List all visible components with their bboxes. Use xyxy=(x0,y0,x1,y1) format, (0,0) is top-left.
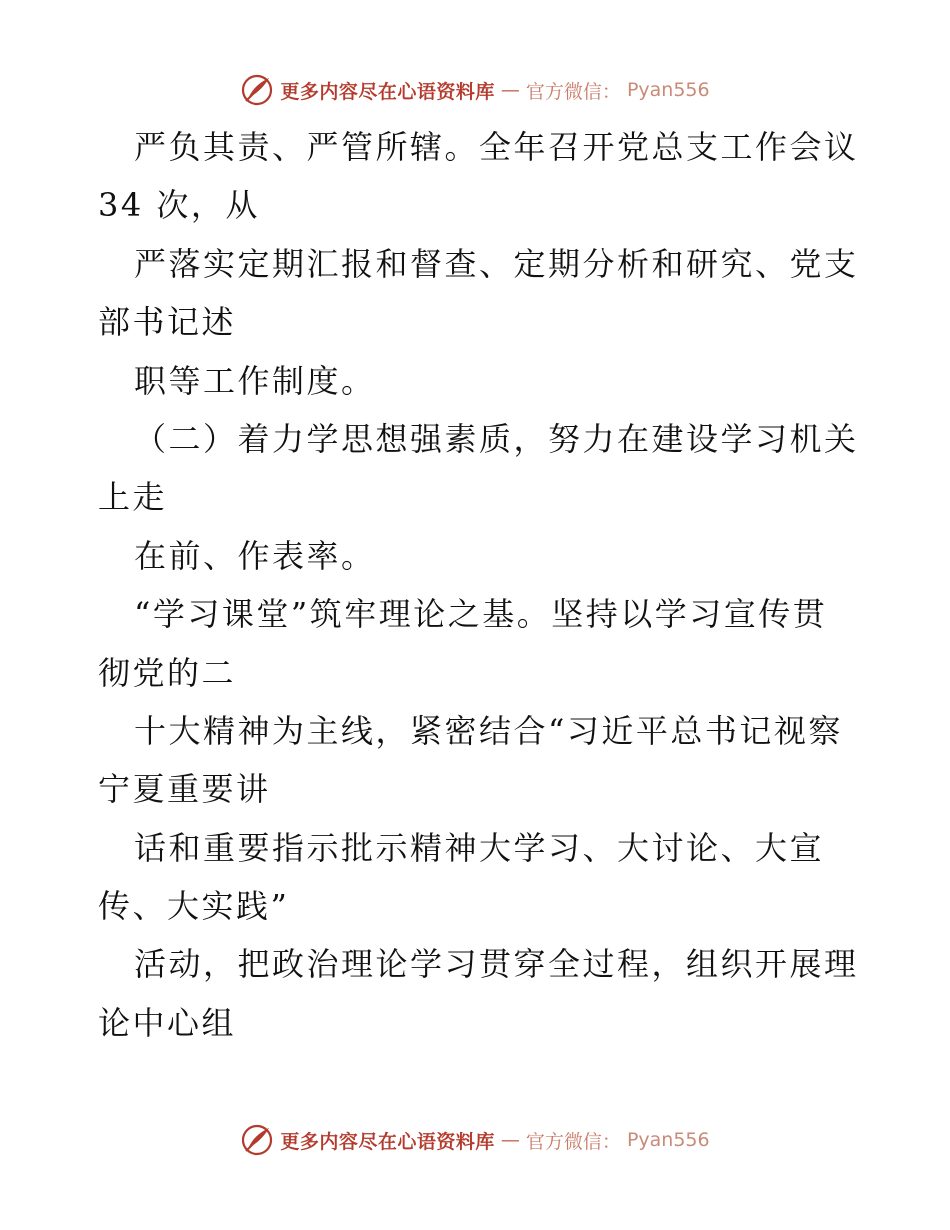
document-body xyxy=(98,118,858,1052)
banner-separator: — xyxy=(500,79,520,101)
body-line: 部书记述 xyxy=(98,303,237,342)
header-banner xyxy=(0,70,950,110)
body-line: 上走 xyxy=(98,478,168,517)
body-line: 职等工作制度。 xyxy=(134,361,376,400)
section-heading: （二）着力学思想强素质，努力在建设学习机关 xyxy=(134,419,859,458)
footer-banner xyxy=(0,1120,950,1160)
wechat-label: 官方微信： xyxy=(525,1130,621,1153)
body-line: “学习课堂”筑牢理论之基。坚持以学习宣传贯 xyxy=(134,595,828,634)
body-line: 在前、作表率。 xyxy=(134,536,376,575)
wechat-id: Pyan556 xyxy=(626,1129,710,1151)
body-line: 活动，把政治理论学习贯穿全过程，组织开展理 xyxy=(134,945,859,984)
body-line: 十大精神为主线，紧密结合“习近平总书记视察 xyxy=(134,711,843,750)
wechat-label: 官方微信： xyxy=(525,80,621,103)
feather-pen-logo-icon xyxy=(240,73,274,107)
body-line: 严落实定期汇报和督查、定期分析和研究、党支 xyxy=(134,244,859,283)
body-line: 严负其责、严管所辖。全年召开党总支工作会议 xyxy=(134,128,859,166)
body-line: 话和重要指示批示精神大学习、大讨论、大宣 xyxy=(134,828,825,867)
body-line: 宁夏重要讲 xyxy=(98,770,271,809)
body-line: 彻党的二 xyxy=(98,653,237,692)
body-line: 34 次，从 xyxy=(98,186,260,225)
banner-separator: — xyxy=(500,1129,520,1151)
body-line: 传、大实践” xyxy=(98,887,290,926)
body-line: 论中心组 xyxy=(98,1003,237,1042)
banner-text: 更多内容尽在心语资料库 xyxy=(280,80,495,103)
feather-pen-logo-icon xyxy=(240,1123,274,1157)
banner-text: 更多内容尽在心语资料库 xyxy=(280,1130,495,1153)
wechat-id: Pyan556 xyxy=(626,79,710,101)
